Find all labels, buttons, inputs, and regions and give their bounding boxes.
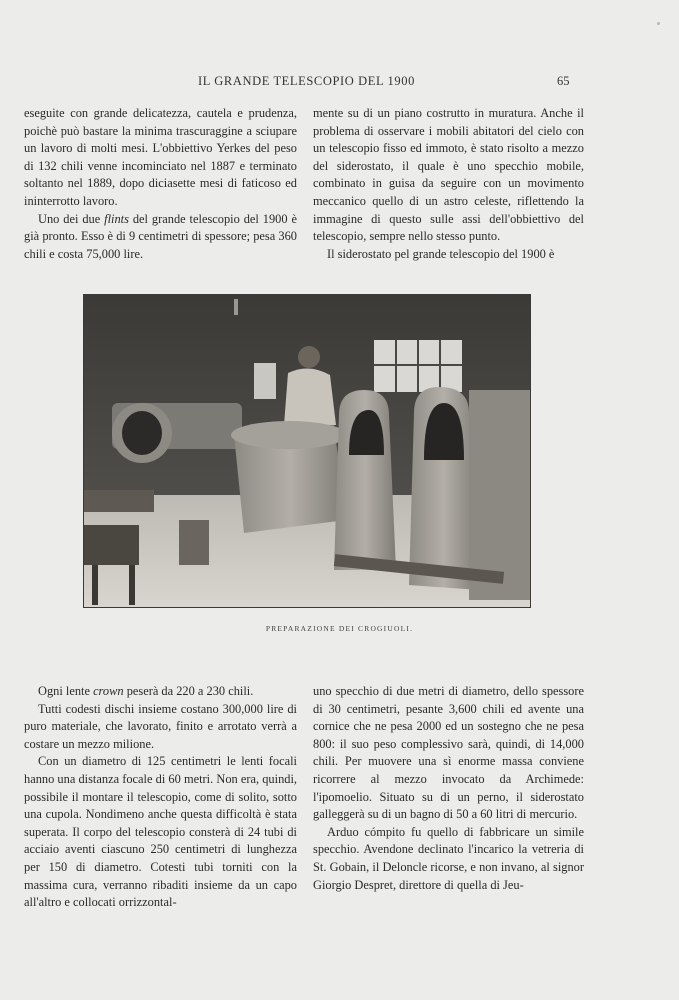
text-run: peserà da 220 a 230 chili. xyxy=(123,684,254,698)
paragraph: Tutti codesti dischi insieme costano 300,000 lire di puro materiale, che lavorato, finito e arrotato verrà a costare un mezzo milione. xyxy=(24,701,297,751)
running-title: IL GRANDE TELESCOPIO DEL 1900 xyxy=(198,74,415,88)
text-run: del grande telescopio del 1900 è già pronto. Esso è di 9 centimetri di spessore; pesa 360 chili e costa 75,000 lire. xyxy=(24,211,297,261)
paragraph: Il siderostato pel grande telescopio del 1900 è xyxy=(327,246,555,261)
column-bottom-right xyxy=(313,683,584,894)
italic-term: flints xyxy=(104,211,129,226)
paragraph: uno specchio di due metri di diametro, dello spessore di 30 centimetri, pesante 3,600 chili ed avente una cornice che ne pesa 2000 ed un sostegno che ne pesa 800: il suo peso complessivo sarà, quindi, di 14,000 chili. Per muovere una sì enorme massa conviene ricorrere al mezzo invocato da Archimede: l'ipomoelio. Situato su di un perno, il siderostato galleggerà su di un bagno di 50 a 60 litri di mercurio. xyxy=(313,684,584,822)
paragraph xyxy=(24,211,297,264)
page-speck xyxy=(657,22,660,25)
paragraph: eseguite con grande delicatezza, cautela e prudenza, poichè può bastare la minima trascuraggine a sciupare un lavoro di molti mesi. L'obbiettivo Yerkes del peso di 132 chili venne incominciato nel 1887 e terminato soltanto nel 1889, dopo diciasette mesi di faticoso ed ininterrotto lavoro. xyxy=(24,106,297,208)
page-header xyxy=(0,74,679,92)
photograph-crucible-preparation xyxy=(83,294,531,608)
italic-term: crown xyxy=(93,684,124,698)
paragraph: Arduo cómpito fu quello di fabbricare un simile specchio. Avendone declinato l'incarico la vetreria di St. Gobain, il Deloncle ricorse, e non invano, al signor Giorgio Despret, direttore di quella di Jeu- xyxy=(313,824,584,892)
page-number: 65 xyxy=(557,74,570,88)
figure-caption: PREPARAZIONE DEI CROGIUOLI. xyxy=(265,624,414,633)
paragraph: Con un diametro di 125 centimetri le lenti focali hanno una distanza focale di 60 metri. Non era, quindi, possibile il montare il telescopio, come di solito, sotto una cupola. Nondimeno anche questa difficoltà è stata superata. Il corpo del telescopio consterà di 24 tubi di acciaio aventi ciascuno 250 centimetri di lunghezza per 150 di diametro. Cotesti tubi torniti con la massima cura, verranno ribaditi insieme da un capo all'altro e collocati orrizzontal- xyxy=(24,754,297,910)
paragraph xyxy=(24,683,297,701)
column-top-right xyxy=(313,105,584,263)
column-top-left xyxy=(24,105,297,263)
text-run: Uno dei due xyxy=(38,211,105,226)
paragraph: mente su di un piano costrutto in muratura. Anche il problema di osservare i mobili abitatori del cielo con un telescopio fisso ed immoto, è stato risolto a mezzo del siderostato, il quale è uno specchio mobile, combinato in guisa da seguire con un movimento meccanico quello di un astro celeste, riflettendo la immagine di questo sulle assi dell'obbiettivo del telescopio, sempre nello stesso punto. xyxy=(313,106,584,244)
column-bottom-left xyxy=(24,683,297,912)
text-run: Ogni lente xyxy=(38,684,94,698)
